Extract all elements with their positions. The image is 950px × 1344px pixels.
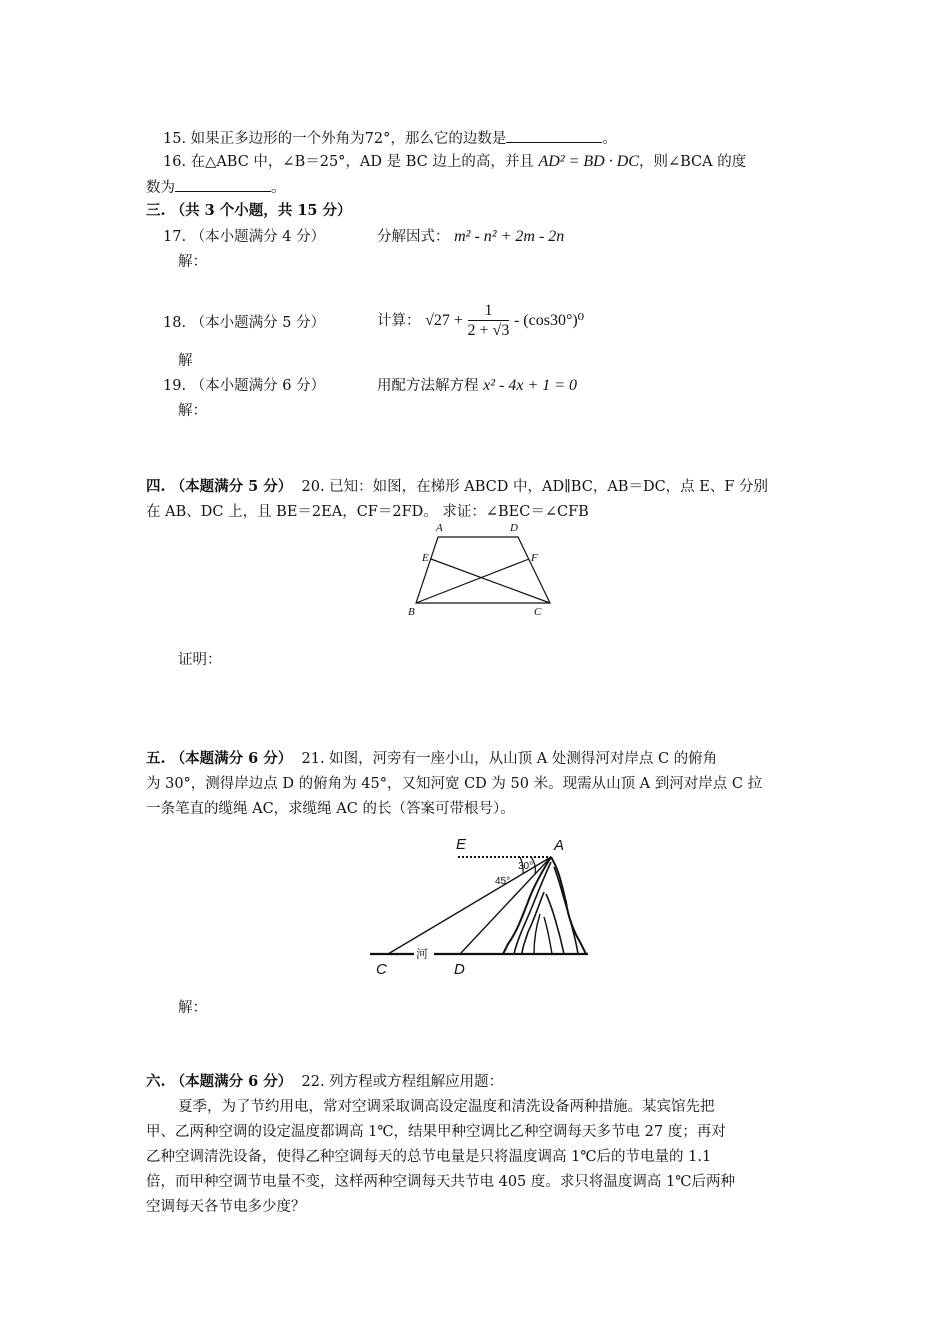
section-6-line-1	[146, 1072, 503, 1092]
q19-prompt: 用配方法解方程	[377, 378, 479, 394]
section-3-title: 三. （共 3 个小题，共 15 分）	[146, 202, 352, 219]
q20-line-2: 在 AB、DC 上，且 BE＝2EA，CF＝2FD。 求证：∠BEC＝∠CFB	[146, 504, 589, 520]
q19-formula: x² - 4x + 1 = 0	[483, 377, 578, 394]
mountain-inner-1	[514, 862, 578, 954]
q17-formula: m² - n² + 2m - 2n	[454, 228, 565, 245]
q18-tail: - (cos30°)⁰	[513, 312, 585, 329]
q17-head: 17. （本小题满分 4 分）	[163, 229, 326, 245]
trapezoid-abcd	[416, 537, 550, 603]
mountain-river-figure	[368, 832, 593, 982]
q22-para-line-2: 甲、乙两种空调的设定温度都调高 1℃，结果甲种空调比乙种空调每天多节电 27 度；再对	[146, 1124, 726, 1140]
angle-45-label: 45°	[495, 876, 511, 887]
q19-answer-label: 解：	[178, 403, 207, 419]
q22-para-line-1: 夏季，为了节约用电，常对空调采取调高设定温度和清洗设备两种措施。某宾馆先把	[178, 1099, 715, 1115]
q17-problem	[377, 227, 564, 247]
segment-fb	[416, 559, 529, 603]
q15-end: 。	[602, 131, 617, 147]
section-5-line-1	[146, 749, 717, 769]
q17-prompt: 分解因式：	[377, 229, 450, 245]
river-label: 河	[416, 947, 429, 961]
q16-formula: AD² = BD · DC	[538, 153, 639, 170]
label-c: C	[534, 606, 542, 618]
q16-text-2: ，则∠BCA 的度	[638, 154, 747, 170]
q19-problem	[377, 376, 577, 396]
label-c: C	[376, 961, 387, 978]
q18-prompt: 计算：	[377, 313, 421, 329]
q21-line-1: 21. 如图，河旁有一座小山，从山顶 A 处测得河对岸点 C 的俯角	[301, 751, 718, 767]
answer-blank[interactable]	[175, 177, 271, 192]
q21-line-3: 一条笔直的缆绳 AC，求缆绳 AC 的长（答案可带根号）。	[146, 801, 515, 817]
q15-text: 15. 如果正多边形的一个外角为72°，那么它的边数是	[163, 131, 507, 147]
q22-para-line-4: 倍，而甲种空调节电量不变，这样两种空调每天共节电 405 度。求只将温度调高 1℃后两种	[146, 1174, 735, 1190]
q16-end: 。	[271, 180, 286, 196]
fraction-numerator: 1	[468, 302, 510, 321]
mountain-outline	[503, 857, 586, 954]
label-a: A	[554, 837, 565, 854]
q22-para-line-3: 乙种空调清洗设备，使得乙种空调每天的总节电量是只将温度调高 1℃后的节电量的 1.1	[146, 1149, 712, 1165]
section-4-line-1	[146, 477, 768, 497]
question-16-cont	[146, 177, 286, 198]
q17-answer-label: 解：	[178, 254, 207, 270]
q18-head: 18. （本小题满分 5 分）	[163, 315, 326, 331]
mountain-inner-3	[534, 914, 552, 954]
q18-problem	[377, 300, 584, 342]
section-4-title: 四. （本题满分 5 分）	[146, 478, 293, 495]
question-16	[163, 152, 746, 172]
label-a: A	[436, 522, 443, 534]
q20-proof-label: 证明：	[178, 652, 222, 668]
q21-line-2: 为 30°，测得岸边点 D 的俯角为 45°，又知河宽 CD 为 50 米。现需从山顶 A 到河对岸点 C 拉	[146, 776, 763, 792]
q22-intro: 22. 列方程或方程组解应用题：	[301, 1074, 504, 1090]
label-b: B	[408, 606, 415, 618]
label-e: E	[456, 836, 467, 853]
q21-answer-label: 解：	[178, 1000, 207, 1016]
label-d: D	[454, 961, 465, 978]
section-6-title: 六. （本题满分 6 分）	[146, 1073, 293, 1090]
angle-30-label: 30°	[518, 861, 534, 872]
trapezoid-figure	[400, 522, 560, 620]
q18-fraction	[468, 302, 510, 341]
label-e: E	[422, 552, 429, 564]
question-15	[163, 128, 617, 149]
q20-line-1: 20. 已知：如图，在梯形 ABCD 中，AD∥BC，AB＝DC，点 E、F 分别	[301, 479, 769, 495]
q16-text-1: 16. 在△ABC 中，∠B＝25°，AD 是 BC 边上的高，并且	[163, 154, 534, 170]
q22-para-line-5: 空调每天各节电多少度？	[146, 1199, 306, 1215]
q18-sqrt27: √27 +	[425, 312, 463, 329]
label-f: F	[531, 552, 538, 564]
answer-blank[interactable]	[506, 128, 602, 143]
fraction-denominator: 2 + √3	[467, 321, 510, 339]
line-ad	[460, 857, 551, 954]
label-d: D	[510, 522, 518, 534]
q16-text-3: 数为	[146, 180, 175, 196]
q18-answer-label: 解	[178, 353, 193, 369]
section-5-title: 五. （本题满分 6 分）	[146, 750, 293, 767]
q19-head: 19. （本小题满分 6 分）	[163, 378, 326, 394]
